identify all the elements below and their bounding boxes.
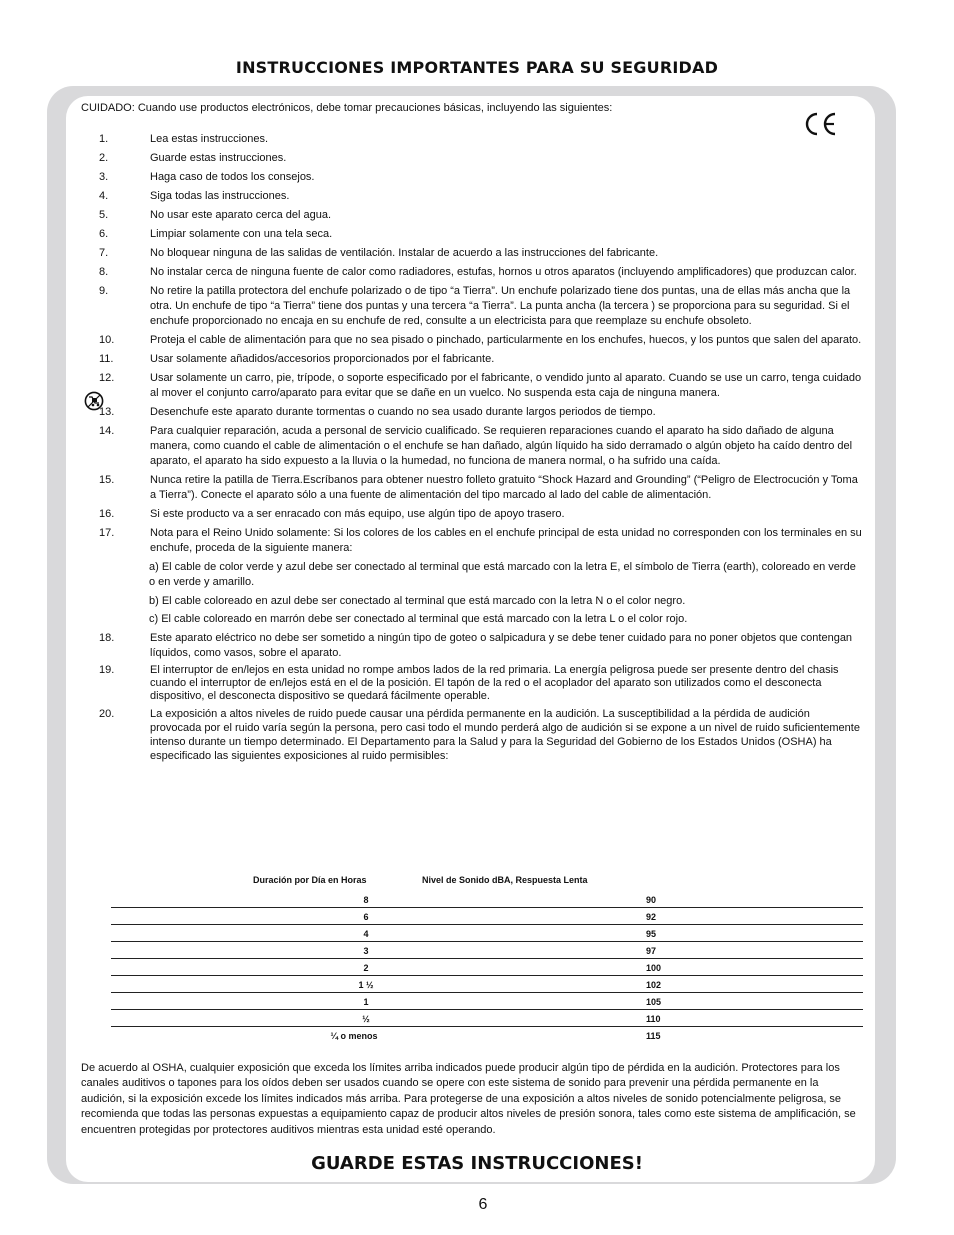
list-item: 19. El interruptor de en/lejos en esta unidad no rompe ambos lados de la red primaria. La energía peligrosa puede ser presente dentro del chasis cuando el interruptor de en/lejos está en el de la posición. El tapón de la red o el acoplador del aparato son utilizados como el desconecta dispositivo, el desconecta dispositivo se quedará fácilmente operable. [99, 664, 839, 702]
page-title: INSTRUCCIONES IMPORTANTES PARA SU SEGURIDAD [235, 58, 719, 77]
list-item: 11. Usar solamente añadidos/accesorios proporcionados por el fabricante. [99, 353, 495, 365]
list-item: 18. Este aparato eléctrico no debe ser sometido a ningún tipo de goteo o salpicadura y se debe tener cuidado para no poner objetos que contengan líquidos, como vasos, sobre el aparato. [99, 632, 853, 659]
sub-item: c) El cable coloreado en marrón debe ser conectado al terminal que está marcado con la letra L o el color rojo. [149, 613, 688, 625]
list-item: 20. La exposición a altos niveles de ruido puede causar una pérdida permanente en la audición. La susceptibilidad a la pérdida de audición provocada por el ruido varía según la persona, pero casi todo el mundo perderá algo de audición si se expone a un nivel de ruido suficientemente intenso durante un tiempo determinado. El Departamento para la Salud y para la Seguridad del Gobierno de los Estados Unidos (OSHA) ha especificado las siguientes exposiciones al ruido permisibles: [99, 708, 860, 762]
list-item: 17. Nota para el Reino Unido solamente: Si los colores de los cables en el enchufe principal de esta unidad no corresponden con los terminales en su enchufe, proceda de la siguiente manera: [99, 527, 862, 554]
caution-text: CUIDADO: Cuando use productos electrónicos, debe tomar precauciones básicas, incluyendo las siguientes: [81, 102, 613, 114]
list-item: 8. No instalar cerca de ninguna fuente de calor como radiadores, estufas, hornos u otros aparatos (incluyendo amplificadores) que produzcan calor. [99, 266, 857, 278]
table-row: 1 105 [111, 992, 863, 1010]
list-item: 5. No usar este aparato cerca del agua. [99, 209, 332, 221]
list-item: 10. Proteja el cable de alimentación para que no sea pisado o pinchado, particularmente en los enchufes, huecos, y los puntos que salen del aparato. [99, 334, 862, 346]
list-item: 16. Si este producto va a ser enracado con más equipo, use algún tipo de apoyo trasero. [99, 508, 565, 520]
list-item: 7. No bloquear ninguna de las salidas de ventilación. Instalar de acuerdo a las instrucciones del fabricante. [99, 247, 659, 259]
table-header-hours: Duración por Día en Horas [253, 875, 367, 885]
list-item: 9. No retire la patilla protectora del enchufe polarizado o de tipo “a Tierra”. Un enchufe polarizado tiene dos puntas, una de ellas más ancha que la otra. Un enchufe de tipo “a Tierra” tiene dos puntas y una tercera “a Tierra”. La punta ancha (la tercera ) se proporciona para su seguridad. Si el enchufe proporcionado no encaja en su enchufe de red, consulte a un electricista para que reemplaze su enchufe obsoleto. [99, 285, 851, 327]
table-row: 6 92 [111, 907, 863, 925]
table-header-level: Nivel de Sonido dBA, Respuesta Lenta [422, 875, 588, 885]
sub-item: b) El cable coloreado en azul debe ser conectado al terminal que está marcado con la letra N o el color negro. [149, 595, 686, 607]
list-item: 1. Lea estas instrucciones. [99, 133, 269, 145]
list-item: 12. Usar solamente un carro, pie, trípode, o soporte especificado por el fabricante, o vendido junto al aparato. Cuando se use un carro, tenga cuidado al mover el conjunto carro/aparato para evitar que se dañe en un vuelco. No suspenda esta caja de ninguna manera. [0, 371, 954, 401]
closing-paragraph: De acuerdo al OSHA, cualquier exposición que exceda los límites arriba indicados puede producir algún tipo de pérdida en la audición. Protectores para los canales auditivos o tapones para los oídos deben ser usados cuando se opere con este sistema de sonido para prevenir una pérdida permanente en la audición, si la exposición excede los límites indicados más arriba. Para protegerse de una exposición a altos niveles de sonido potencialmente peligrosa, se recomienda que todas las personas expuestas a equipamiento capaz de producir altos niveles de presión sonora, tales como este sistema de amplificación, se encuentren protegidas por protectores auditivos mientras esta unidad esté operando. [81, 1062, 856, 1136]
table-row: 3 97 [111, 941, 863, 959]
table-row: 1 ½ 102 [111, 975, 863, 993]
table-row: 8 90 [111, 890, 863, 908]
list-item: 14. Para cualquier reparación, acuda a personal de servicio cualificado. Se requieren reparaciones cuando el aparato ha sido dañado de alguna manera, como cuando el cable de alimentación o el enchufe se han dañado, algún líquido ha sido derramado o algún objeto ha caído dentro del aparato, el aparato ha sido expuesto a la lluvia o la humedad, no funciona de manera normal, o ha sufrido una caída. [99, 425, 853, 467]
table-row: ½ 110 [111, 1009, 863, 1027]
instructions-list [0, 132, 954, 763]
list-item: 13. Desenchufe este aparato durante tormentas o cuando no sea usado durante largos periodos de tiempo. [99, 406, 656, 418]
table-row: ¼ o menos 115 [330, 1031, 661, 1041]
list-item: 3. Haga caso de todos los consejos. [99, 171, 315, 183]
list-item: 2. Guarde estas instrucciones. [99, 152, 287, 164]
page-number: 6 [478, 1196, 488, 1213]
table-row: 4 95 [111, 924, 863, 942]
sub-item: a) El cable de color verde y azul debe ser conectado al terminal que está marcado con la letra E, el símbolo de Tierra (earth), coloreado en verde o en verde y amarillo. [149, 561, 856, 588]
table-row: 2 100 [111, 958, 863, 976]
list-item: 4. Siga todas las instrucciones. [99, 190, 290, 202]
list-item: 6. Limpiar solamente con una tela seca. [99, 228, 333, 240]
footer-title: GUARDE ESTAS INSTRUCCIONES! [311, 1153, 643, 1174]
list-item: 15. Nunca retire la patilla de Tierra.Escríbanos para obtener nuestro folleto gratuito “Shock Hazard and Grounding” (“Peligro de Electrocución y Toma a Tierra”). Conecte el aparato sólo a una fuente de alimentación del tipo marcado al lado del cable de alimentación. [99, 474, 858, 501]
